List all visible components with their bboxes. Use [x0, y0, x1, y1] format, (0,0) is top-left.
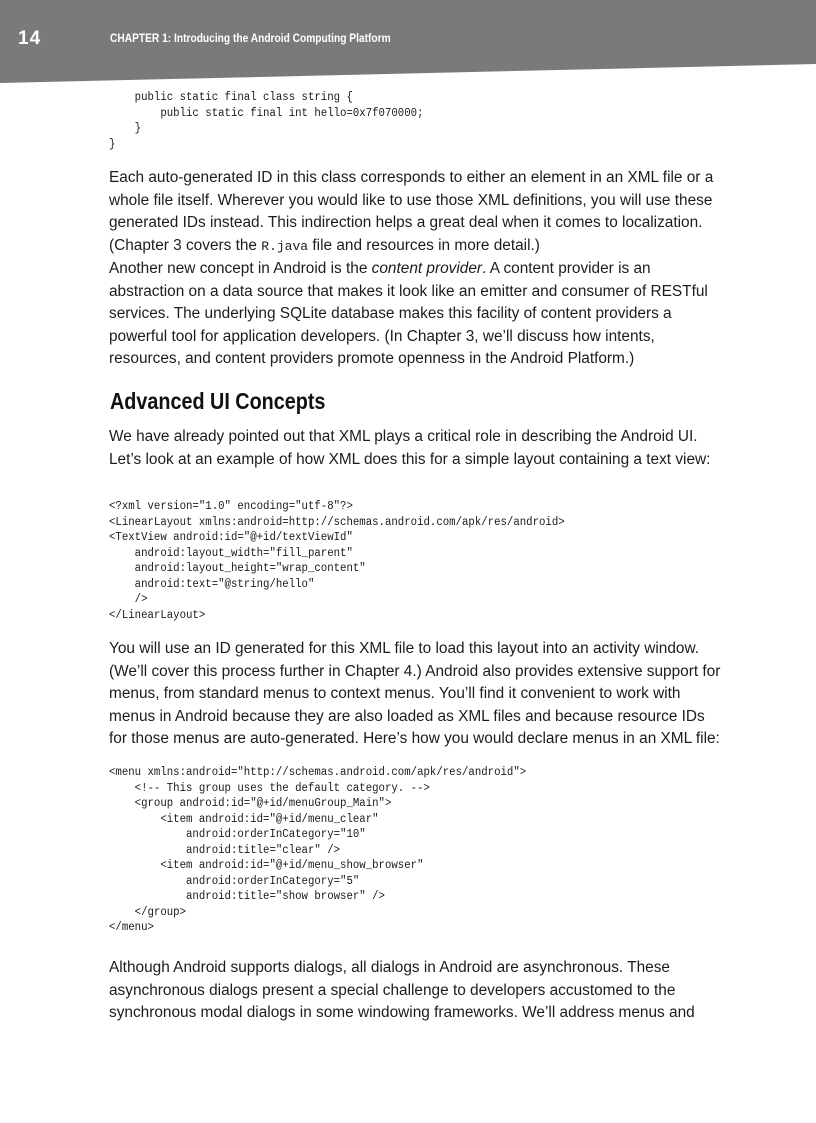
paragraph-generated-ids-text-start: Each auto-generated ID in this class corresponds to either an element in an XML file or a whole file itself. Wherever you would like to use those XML definitions, you will use these generated IDs instead. This indirection helps a great deal when it comes to localization. (Chapter 3 covers the	[109, 169, 714, 254]
paragraph-xml-intro: We have already pointed out that XML plays a critical role in describing the Android UI. Let’s look at an example of how XML does this for a simple layout containing a text view:	[109, 428, 711, 468]
paragraph-generated-ids	[109, 167, 721, 258]
code-listing-r-java-tail: public static final class string { public static final int hello=0x7f070000; } }	[109, 91, 424, 151]
header-band-shape	[0, 0, 816, 92]
code-listing-linear-layout: <?xml version="1.0" encoding="utf-8"?> <LinearLayout xmlns:android=http://schemas.android.com/apk/res/android> <TextView android:id="@+id/textViewId" android:layout_width="fill_parent" android:layout_height="wrap_content" android:text="@string/hello" /> </LinearLayout>	[109, 500, 565, 622]
term-content-provider: content provider	[371, 260, 483, 277]
paragraph-content-provider	[109, 258, 721, 371]
running-header	[0, 0, 816, 92]
inline-code-r-java: R.java	[261, 238, 309, 254]
section-heading: Advanced UI Concepts	[110, 388, 326, 414]
paragraph-content-provider-text-end: . A content provider is an abstraction on a data source that makes it look like an emitter and consumer of RESTful services. The underlying SQLite database makes this facility of content providers a powerful tool for application developers. (In Chapter 3, we’ll discuss how intents, resources, and content providers promote openness in the Android Platform.)	[109, 260, 708, 367]
paragraph-content-provider-text-start: Another new concept in Android is the	[109, 260, 372, 277]
chapter-title: CHAPTER 1: Introducing the Android Computing Platform	[110, 31, 391, 45]
paragraph-dialogs: Although Android supports dialogs, all dialogs in Android are asynchronous. These asynchronous dialogs present a special challenge to developers accustomed to the synchronous modal dialogs in some windowing frameworks. We’ll address menus and	[109, 959, 695, 1021]
page-number: 14	[18, 28, 42, 49]
code-listing-menu-xml: <menu xmlns:android="http://schemas.android.com/apk/res/android"> <!-- This group uses the default category. --> <group android:id="@+id/menuGroup_Main"> <item android:id="@+id/menu_clear" android:orderInCategory="10" android:title="clear" /> <item android:id="@+id/menu_show_browser" android:orderInCategory="5" android:title="show browser" /> </group> </menu>	[109, 766, 527, 934]
paragraph-menus: You will use an ID generated for this XML file to load this layout into an activity window. (We’ll cover this process further in Chapter 4.) Android also provides extensive support for menus, from standard menus to context menus. You’ll find it convenient to work with menus in Android because they are also loaded as XML files and because resource IDs for those menus are auto-generated. Here’s how you would declare menus in an XML file:	[109, 640, 721, 747]
paragraph-generated-ids-text-end: file and resources in more detail.)	[308, 236, 540, 254]
